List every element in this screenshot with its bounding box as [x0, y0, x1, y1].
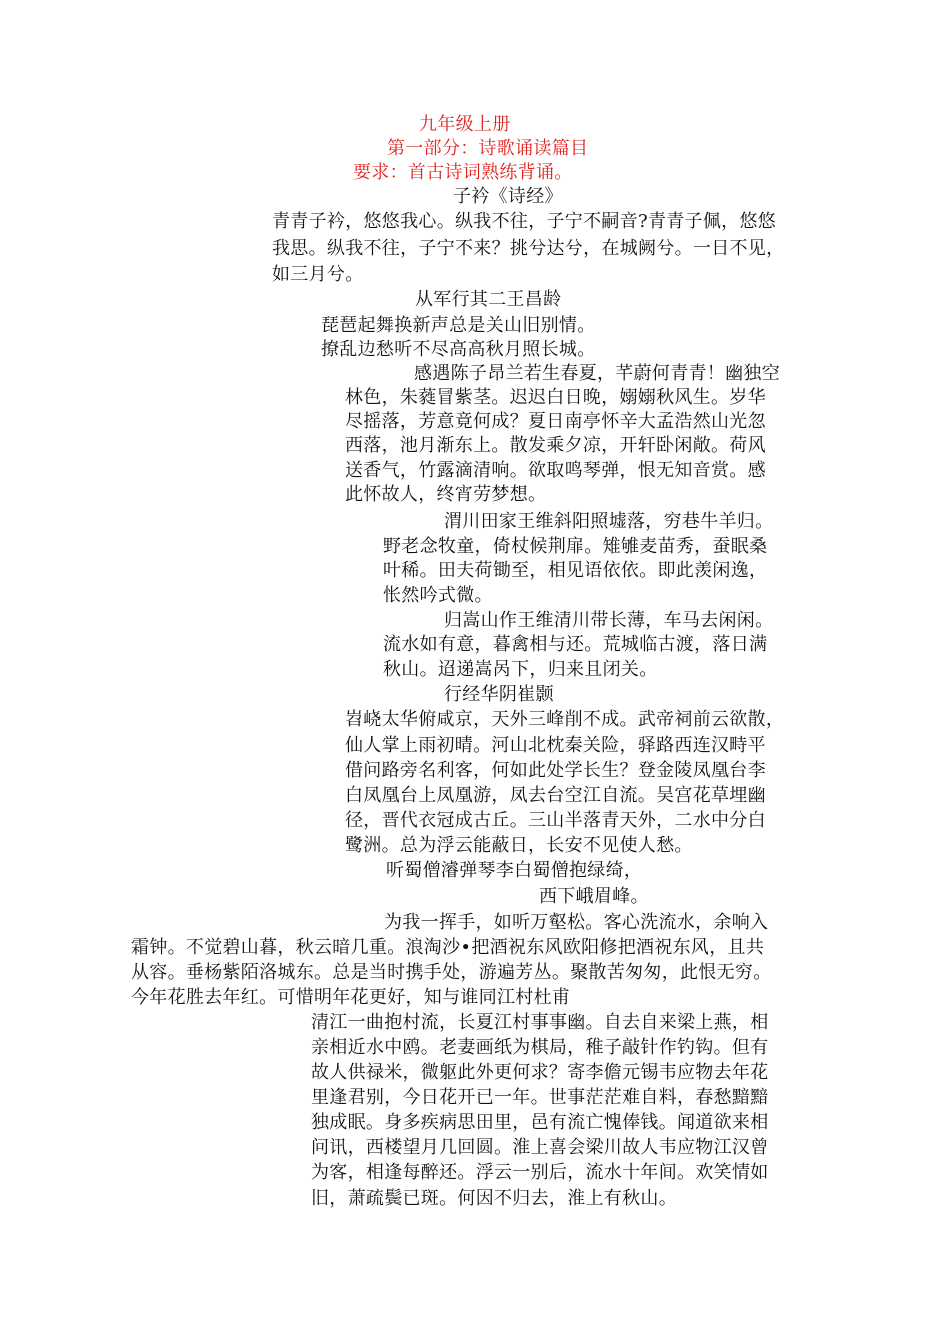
poem-line: 感遇陈子昂兰若生春夏，芊蔚何青青！幽独空 [414, 363, 780, 384]
poem-line: 此怀故人，终宵劳梦想。 [345, 484, 547, 505]
grade-heading: 九年级上册 [419, 114, 511, 135]
poem-line: 青青子衿，悠悠我心。纵我不往，子宁不嗣音?青青子佩，悠悠 [272, 211, 777, 232]
poem-line: 今年花胜去年红。可惜明年花更好，知与谁同江村杜甫 [131, 987, 571, 1008]
poem-line: 问讯，西楼望月几回圆。淮上喜会梁川故人韦应物江汉曾 [311, 1137, 769, 1158]
poem-line: 里逢君别，今日花开已一年。世事茫茫难自料，春愁黯黯 [311, 1087, 769, 1108]
poem-line: 岧峣太华俯咸京，天外三峰削不成。武帝祠前云欲散， [345, 709, 785, 730]
poem-title: 从军行其二王昌龄 [415, 289, 562, 310]
poem-line: 西落，池月渐东上。散发乘夕凉，开轩卧闲敞。荷风 [345, 435, 766, 456]
poem-line: 鹭洲。总为浮云能蔽日，长安不见使人愁。 [345, 835, 693, 856]
poem-line: 流水如有意，暮禽相与还。荒城临古渡，落日满 [383, 634, 768, 655]
poem-line: 霜钟。不觉碧山暮，秋云暗几重。浪淘沙•把酒祝东风欧阳修把酒祝东风，且共 [131, 937, 765, 958]
poem-line: 琵琶起舞换新声总是关山旧别情。 [321, 315, 596, 336]
poem-line: 我思。纵我不往，子宁不来？挑兮达兮，在城阙兮。一日不见， [272, 238, 785, 259]
poem-line: 听蜀僧濬弹琴李白蜀僧抱绿绮， [386, 860, 643, 881]
poem-line: 白凤凰台上凤凰游，凤去台空江自流。吴宫花草埋幽 [345, 785, 766, 806]
poem-line: 独成眠。身多疾病思田里，邑有流亡愧俸钱。闻道欲来相 [311, 1112, 769, 1133]
poem-line: 如三月兮。 [272, 264, 364, 285]
poem-line: 西下峨眉峰。 [539, 886, 649, 907]
poem-line: 清江一曲抱村流，长夏江村事事幽。自去自来梁上燕，相 [311, 1012, 769, 1033]
poem-line: 野老念牧童，倚杖候荆扉。雉雊麦苗秀，蚕眠桑 [383, 536, 768, 557]
poem-line: 送香气，竹露滴清响。欲取鸣琴弹，恨无知音赏。感 [345, 460, 766, 481]
poem-line: 为我一挥手，如听万壑松。客心洗流水，余响入 [384, 912, 769, 933]
poem-line: 仙人掌上雨初晴。河山北枕秦关险，驿路西连汉畤平 [345, 735, 766, 756]
poem-line: 渭川田家王维斜阳照墟落，穷巷牛羊归。 [444, 511, 774, 532]
section-heading: 第一部分：诗歌诵读篇目 [387, 138, 589, 159]
poem-line: 亲相近水中鸥。老妻画纸为棋局，稚子敲针作钓钩。但有 [311, 1037, 769, 1058]
poem-line: 故人供禄米，微躯此外更何求？寄李儋元锡韦应物去年花 [311, 1062, 769, 1083]
poem-line: 旧，萧疏鬓已斑。何因不归去，淮上有秋山。 [311, 1188, 677, 1209]
poem-line: 林色，朱蕤冒紫茎。迟迟白日晚，嫋嫋秋风生。岁华 [345, 387, 766, 408]
poem-line: 借问路旁名利客，何如此处学长生？登金陵凤凰台李 [345, 760, 766, 781]
poem-line: 为客，相逢每醉还。浮云一别后，流水十年间。欢笑情如 [311, 1162, 769, 1183]
poem-line: 归嵩山作王维清川带长薄，车马去闲闲。 [444, 610, 774, 631]
poem-title: 行经华阴崔颢 [444, 684, 554, 705]
requirement-heading: 要求：首古诗词熟练背诵。 [353, 162, 573, 183]
poem-line: 从容。垂杨紫陌洛城东。总是当时携手处，游遍芳丛。聚散苦匆匆，此恨无穷。 [131, 962, 772, 983]
poem-line: 叶稀。田夫荷锄至，相见语依依。即此羡闲逸， [383, 560, 768, 581]
poem-title: 子衿《诗经》 [453, 186, 563, 207]
poem-line: 秋山。迢递嵩呙下，归来且闭关。 [383, 659, 658, 680]
poem-line: 怅然吟式微。 [383, 585, 493, 606]
poem-line: 尽摇落，芳意竟何成？夏日南亭怀辛大孟浩然山光忽 [345, 411, 766, 432]
poem-line: 撩乱边愁听不尽高高秋月照长城。 [321, 339, 596, 360]
poem-line: 径，晋代衣冠成古丘。三山半落青天外，二水中分白 [345, 810, 766, 831]
